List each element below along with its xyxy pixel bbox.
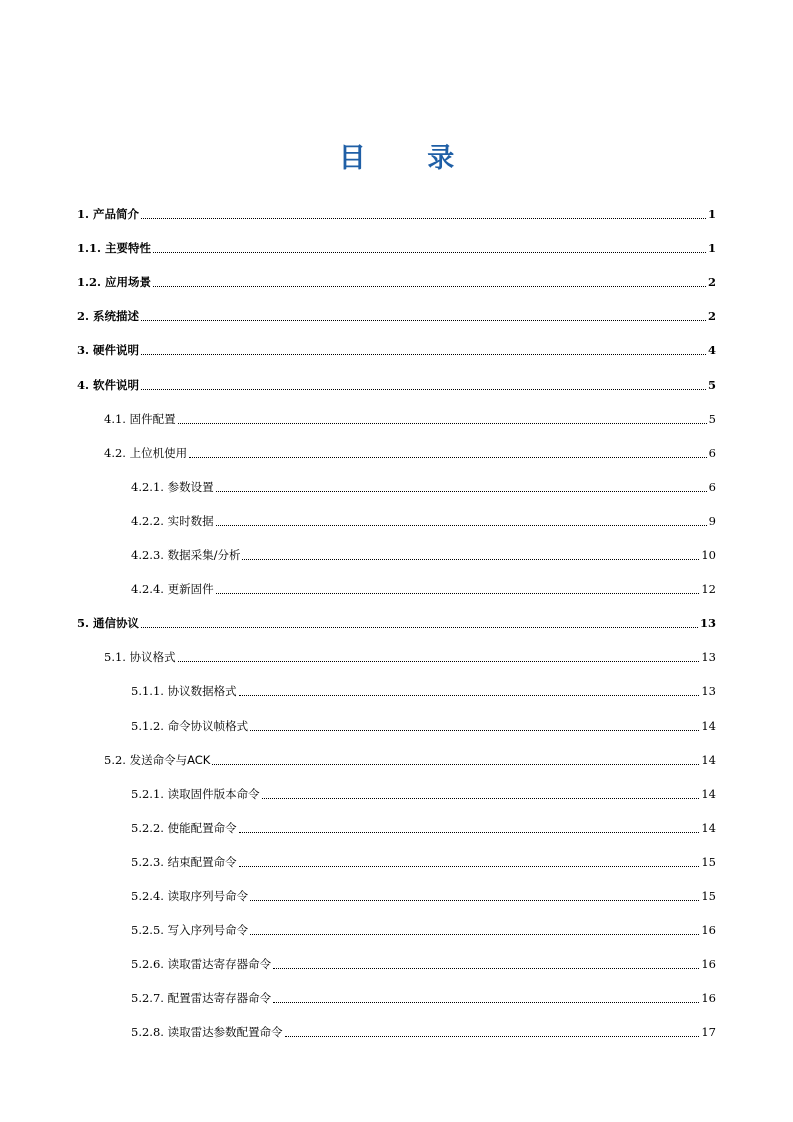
toc-entry-page: 4 xyxy=(707,343,716,357)
dot-leader xyxy=(285,1036,700,1037)
dot-leader xyxy=(242,559,699,560)
toc-entry-page: 6 xyxy=(708,446,716,460)
toc-entry-label: 系统描述 xyxy=(93,309,140,323)
toc-entry[interactable] xyxy=(77,377,716,393)
toc-entry-number: 5.2.2. xyxy=(131,821,168,835)
toc-entry-page: 13 xyxy=(699,616,716,630)
toc-entry[interactable] xyxy=(77,615,716,631)
toc-entry-page: 14 xyxy=(701,821,716,835)
toc-entry[interactable] xyxy=(131,820,716,836)
toc-entry-number: 4.1. xyxy=(104,412,130,426)
toc-entry-label: 使能配置命令 xyxy=(167,821,237,835)
dot-leader xyxy=(141,218,706,219)
toc-entry-number: 5.2. xyxy=(104,753,130,767)
toc-entry-page: 14 xyxy=(701,753,716,767)
toc-entry-page: 5 xyxy=(708,412,716,426)
toc-entry-number: 5.2.3. xyxy=(131,855,168,869)
toc-entry-page: 13 xyxy=(701,684,716,698)
toc-entry-page: 1 xyxy=(707,241,716,255)
toc-entry-number: 3. xyxy=(77,343,94,357)
toc-entry-label: 读取固件版本命令 xyxy=(167,787,260,801)
toc-entry-label: 固件配置 xyxy=(129,412,176,426)
toc-entry[interactable] xyxy=(131,922,716,938)
toc-entry[interactable] xyxy=(131,479,716,495)
dot-leader xyxy=(153,252,706,253)
toc-entry-number: 4.2.2. xyxy=(131,514,168,528)
toc-entry-label: 软件说明 xyxy=(93,378,140,392)
dot-leader xyxy=(273,1002,699,1003)
toc-entry-number: 5.2.4. xyxy=(131,889,168,903)
toc-entry-page: 14 xyxy=(701,787,716,801)
dot-leader xyxy=(273,968,699,969)
toc-entry-number: 1.2. xyxy=(77,275,106,289)
dot-leader xyxy=(239,866,700,867)
toc-entry-label: 上位机使用 xyxy=(129,446,188,460)
toc-entry-number: 5.1. xyxy=(104,650,130,664)
dot-leader xyxy=(262,798,700,799)
toc-entry-label: 实时数据 xyxy=(167,514,214,528)
toc-entry-number: 5.2.1. xyxy=(131,787,168,801)
toc-entry-label: 命令协议帧格式 xyxy=(167,719,249,733)
toc-entry-label: 结束配置命令 xyxy=(167,855,237,869)
dot-leader xyxy=(250,900,699,901)
toc-entry-page: 16 xyxy=(701,923,716,937)
toc-entry-label: 读取雷达寄存器命令 xyxy=(167,957,272,971)
toc-entry-label: 发送命令与ACK xyxy=(129,753,211,767)
dot-leader xyxy=(178,423,707,424)
dot-leader xyxy=(250,730,699,731)
toc-entry-page: 9 xyxy=(708,514,716,528)
toc-entry-number: 5. xyxy=(77,616,94,630)
toc-entry-label: 硬件说明 xyxy=(93,343,140,357)
toc-entry-label: 参数设置 xyxy=(167,480,214,494)
toc-entry[interactable] xyxy=(77,206,716,222)
dot-leader xyxy=(216,491,707,492)
toc-entry-label: 写入序列号命令 xyxy=(167,923,249,937)
toc-entry-number: 4.2.1. xyxy=(131,480,168,494)
dot-leader xyxy=(141,320,706,321)
toc-entry[interactable] xyxy=(104,411,716,427)
toc-entry-number: 5.2.7. xyxy=(131,991,168,1005)
toc-entry[interactable] xyxy=(131,581,716,597)
toc-entry[interactable] xyxy=(131,1024,716,1040)
toc-entry[interactable] xyxy=(131,990,716,1006)
toc-entry-page: 14 xyxy=(701,719,716,733)
toc-entry[interactable] xyxy=(104,752,716,768)
dot-leader xyxy=(239,832,700,833)
toc-entry-number: 2. xyxy=(77,309,94,323)
dot-leader xyxy=(153,286,706,287)
dot-leader xyxy=(212,764,699,765)
toc-entry[interactable] xyxy=(77,274,716,290)
dot-leader xyxy=(239,695,700,696)
toc-entry[interactable] xyxy=(104,649,716,665)
toc-entry-label: 读取序列号命令 xyxy=(167,889,249,903)
toc-entry[interactable] xyxy=(104,445,716,461)
toc-entry-number: 4. xyxy=(77,378,94,392)
toc-entry[interactable] xyxy=(131,888,716,904)
toc-entry-label: 读取雷达参数配置命令 xyxy=(167,1025,283,1039)
toc-entry[interactable] xyxy=(131,547,716,563)
toc-entry-page: 2 xyxy=(707,309,716,323)
toc-entry-number: 5.1.2. xyxy=(131,719,168,733)
toc-entry[interactable] xyxy=(131,513,716,529)
toc-entry-page: 15 xyxy=(701,855,716,869)
dot-leader xyxy=(216,525,707,526)
toc-entry-page: 1 xyxy=(707,207,716,221)
toc-entry-number: 1.1. xyxy=(77,241,106,255)
toc-entry-page: 13 xyxy=(701,650,716,664)
toc-entry-label: 配置雷达寄存器命令 xyxy=(167,991,272,1005)
dot-leader xyxy=(250,934,699,935)
toc-entry-page: 6 xyxy=(708,480,716,494)
toc-title: 目 录 xyxy=(338,143,481,174)
toc-entry-page: 10 xyxy=(701,548,716,562)
toc-entry[interactable] xyxy=(131,854,716,870)
toc-entry-number: 5.2.6. xyxy=(131,957,168,971)
toc-entry-label: 数据采集/分析 xyxy=(167,548,241,562)
toc-entry-page: 12 xyxy=(701,582,716,596)
toc-entry-number: 5.2.5. xyxy=(131,923,168,937)
toc-entry-number: 1. xyxy=(77,207,94,221)
toc-entry-label: 应用场景 xyxy=(105,275,152,289)
dot-leader xyxy=(216,593,700,594)
toc-entry-page: 16 xyxy=(701,991,716,1005)
toc-entry-label: 更新固件 xyxy=(167,582,214,596)
toc-entry[interactable] xyxy=(131,718,716,734)
dot-leader xyxy=(189,457,707,458)
dot-leader xyxy=(141,389,706,390)
dot-leader xyxy=(141,354,706,355)
toc-entry-number: 5.2.8. xyxy=(131,1025,168,1039)
toc-entry[interactable] xyxy=(131,956,716,972)
toc-entry-number: 5.1.1. xyxy=(131,684,168,698)
toc-entry-number: 4.2. xyxy=(104,446,130,460)
toc-entry-page: 5 xyxy=(707,378,716,392)
dot-leader xyxy=(178,661,700,662)
toc-entry-number: 4.2.4. xyxy=(131,582,168,596)
toc-entry-label: 主要特性 xyxy=(105,241,152,255)
toc-entry[interactable] xyxy=(77,240,716,256)
toc-entry-label: 协议数据格式 xyxy=(167,684,237,698)
toc-entry[interactable] xyxy=(131,786,716,802)
toc-entry-page: 16 xyxy=(701,957,716,971)
toc-entry-number: 4.2.3. xyxy=(131,548,168,562)
toc-entry[interactable] xyxy=(77,308,716,324)
dot-leader xyxy=(141,627,698,628)
toc-entry[interactable] xyxy=(131,683,716,699)
toc-entry-page: 17 xyxy=(701,1025,716,1039)
toc-entry-label: 协议格式 xyxy=(129,650,176,664)
toc-entry-page: 15 xyxy=(701,889,716,903)
toc-entry[interactable] xyxy=(77,342,716,358)
toc-entry-label: 通信协议 xyxy=(93,616,140,630)
toc-entry-label: 产品简介 xyxy=(93,207,140,221)
toc-entry-page: 2 xyxy=(707,275,716,289)
